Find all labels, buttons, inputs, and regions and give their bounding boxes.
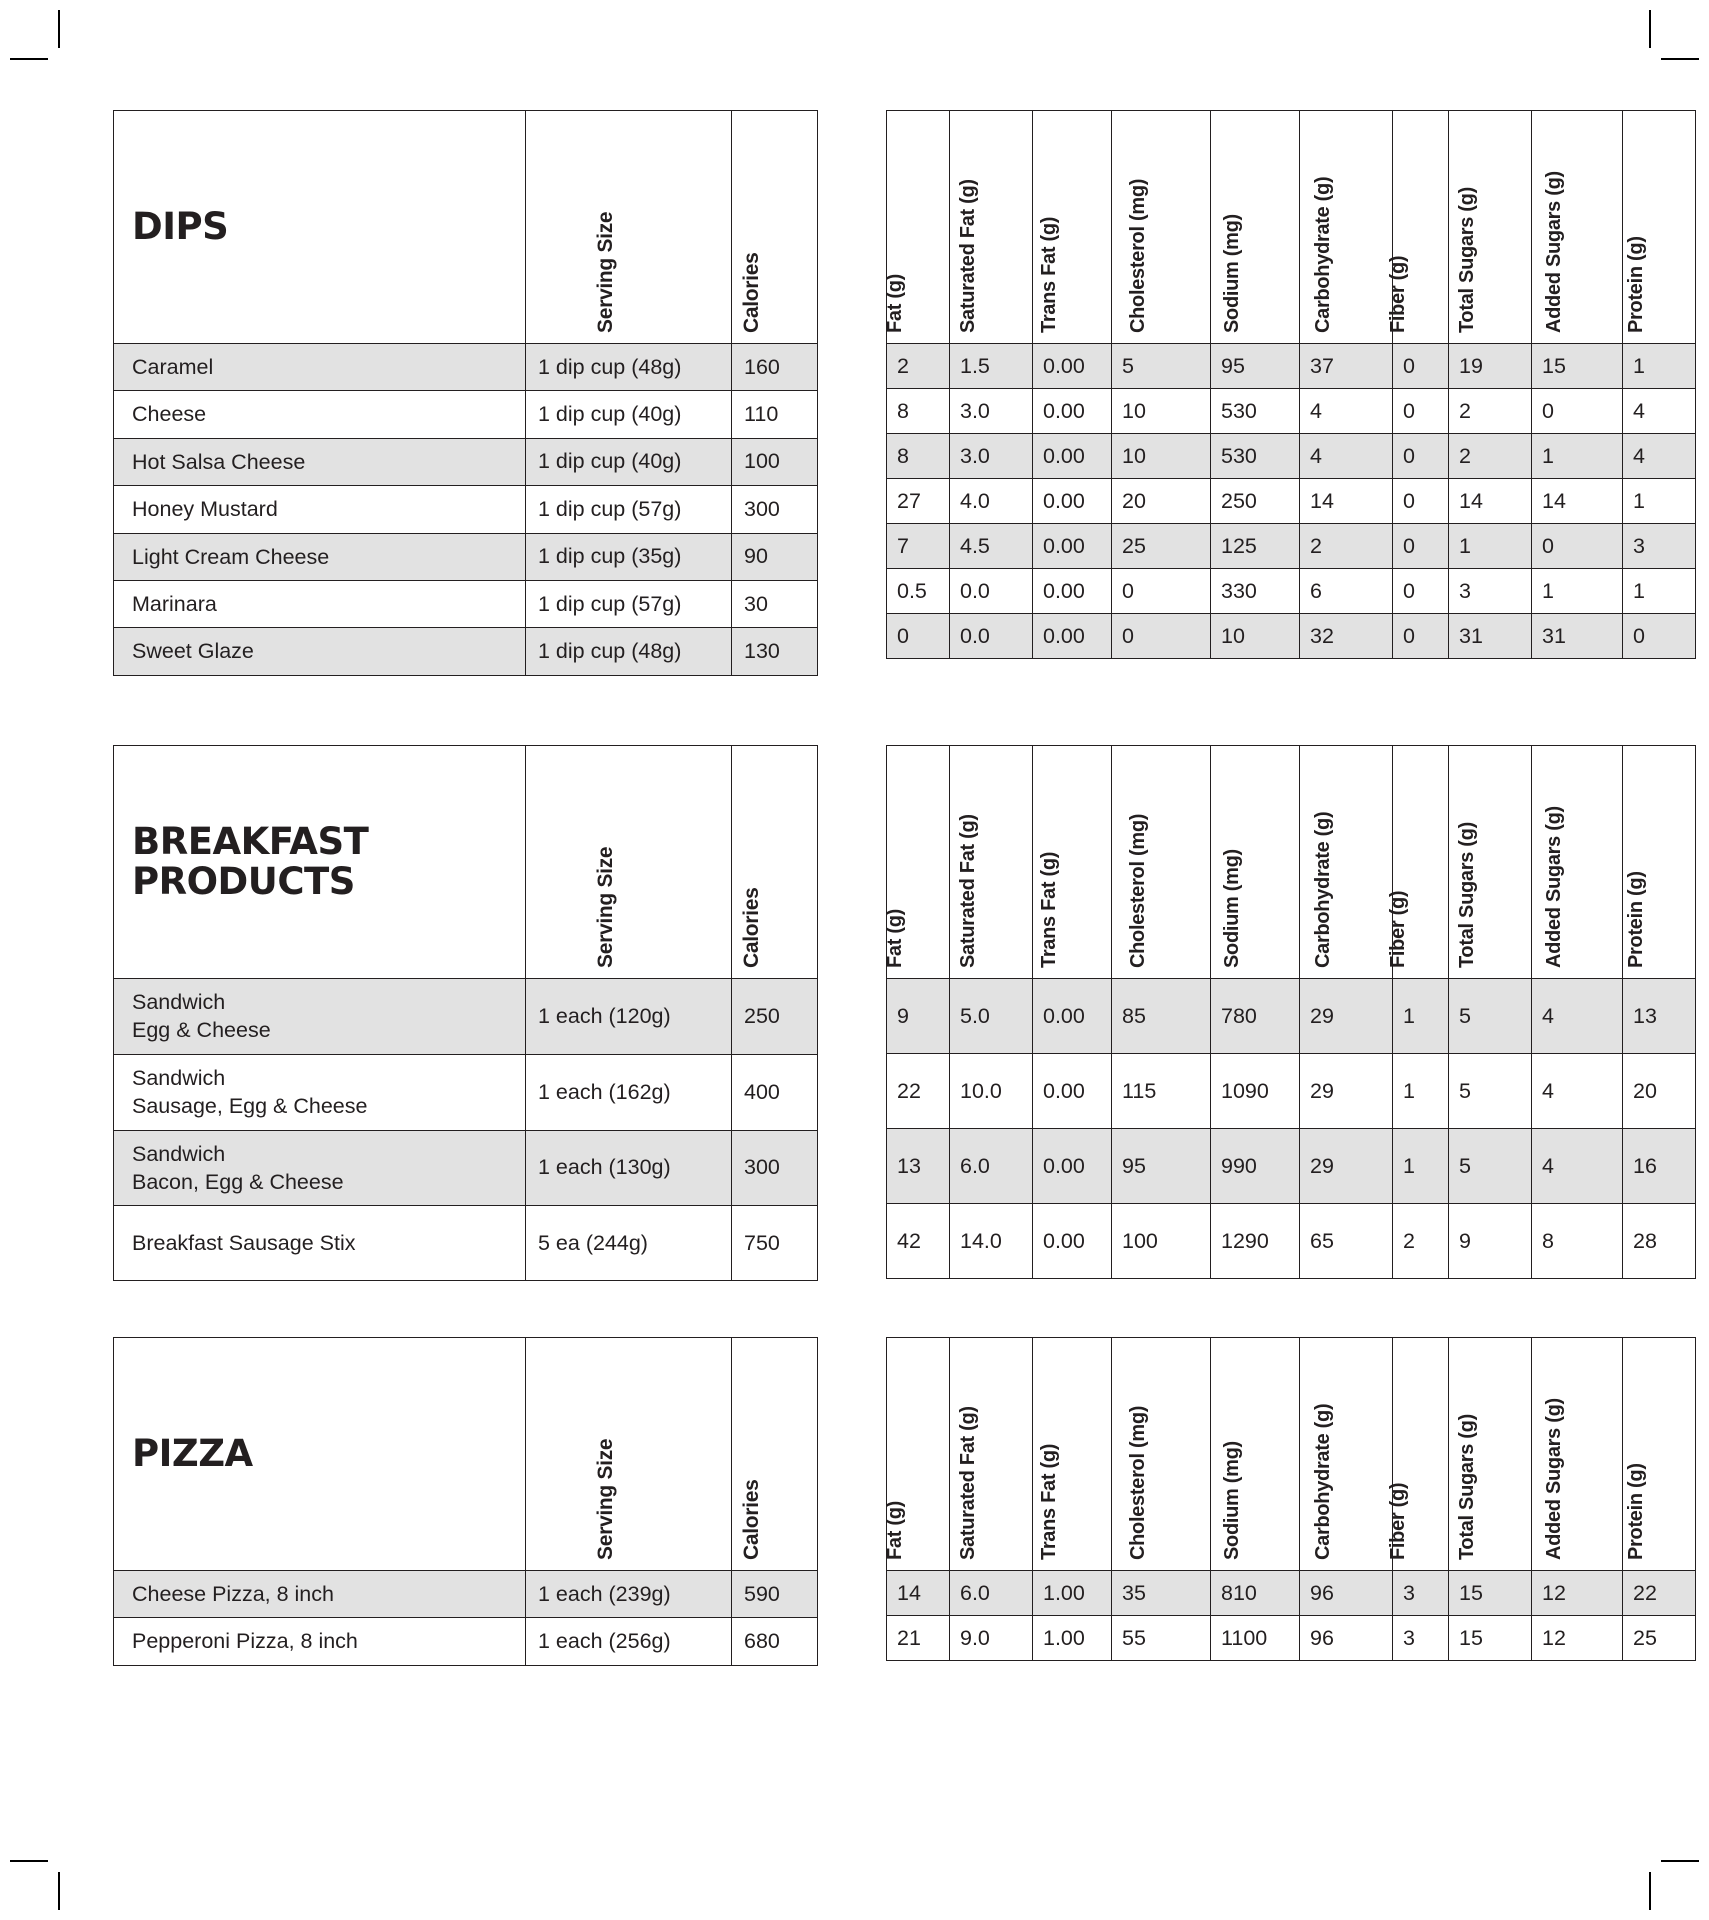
item-calories: 110: [732, 391, 818, 438]
nutrition-value: 22: [887, 1054, 950, 1129]
nutrition-value: 6.0: [950, 1571, 1033, 1616]
nutrition-value: 14.0: [950, 1204, 1033, 1279]
calories-header: [732, 111, 818, 344]
pizza-nutrition-table: [886, 1337, 1696, 1661]
crop-mark-bottom-left-v: [58, 1872, 60, 1910]
nutrition-header-label: Added Sugars (g): [1543, 806, 1565, 968]
nutrition-value: 15: [1532, 344, 1623, 389]
nutrition-value: 1: [1393, 1129, 1449, 1204]
nutrition-row: [887, 524, 1696, 569]
nutrition-header-fiber-g: [1386, 111, 1449, 344]
nutrition-header-label: Fiber (g): [1386, 890, 1409, 968]
nutrition-header-fiber-g: [1386, 746, 1449, 979]
nutrition-header-row: [887, 111, 1696, 344]
nutrition-header-trans-fat-g: [1033, 1338, 1112, 1571]
item-serving-size: 5 ea (244g): [526, 1206, 732, 1281]
nutrition-header-label: Saturated Fat (g): [957, 179, 979, 333]
nutrition-value: 14: [887, 1571, 950, 1616]
nutrition-value: 32: [1300, 614, 1393, 659]
item-name: Sandwich Sausage, Egg & Cheese: [114, 1054, 526, 1130]
nutrition-value: 1: [1623, 344, 1696, 389]
nutrition-header-label: Carbohydrate (g): [1312, 176, 1334, 333]
item-serving-size: 1 each (162g): [526, 1054, 732, 1130]
nutrition-value: 29: [1300, 979, 1393, 1054]
nutrition-header-label: Fiber (g): [1386, 255, 1409, 333]
nutrition-header-label: Protein (g): [1625, 1463, 1647, 1560]
crop-mark-top-right-v: [1649, 10, 1651, 48]
nutrition-value: 1.00: [1033, 1571, 1112, 1616]
nutrition-value: 0.00: [1033, 1054, 1112, 1129]
nutrition-header-label: Total Sugars (g): [1456, 1414, 1478, 1560]
nutrition-header-cholesterol-mg: [1112, 746, 1211, 979]
nutrition-value: 31: [1449, 614, 1532, 659]
nutrition-header-sodium-mg: [1211, 111, 1300, 344]
nutrition-value: 15: [1449, 1616, 1532, 1661]
nutrition-row: [887, 1129, 1696, 1204]
item-name: Sandwich Bacon, Egg & Cheese: [114, 1130, 526, 1206]
table-row: [114, 580, 818, 627]
serving-size-header: [526, 1338, 732, 1571]
nutrition-value: 100: [1112, 1204, 1211, 1279]
nutrition-value: 530: [1211, 389, 1300, 434]
nutrition-value: 0.0: [950, 614, 1033, 659]
item-name: Breakfast Sausage Stix: [114, 1206, 526, 1281]
nutrition-row: [887, 979, 1696, 1054]
nutrition-header-added-sugars-g: [1532, 111, 1623, 344]
nutrition-value: 0.00: [1033, 479, 1112, 524]
nutrition-value: 1: [1623, 479, 1696, 524]
nutrition-value: 27: [887, 479, 950, 524]
nutrition-value: 0.00: [1033, 434, 1112, 479]
table-row: [114, 438, 818, 485]
nutrition-value: 4.5: [950, 524, 1033, 569]
table-header-row: [114, 111, 818, 344]
nutrition-value: 4: [1300, 389, 1393, 434]
nutrition-value: 10: [1112, 434, 1211, 479]
nutrition-value: 15: [1449, 1571, 1532, 1616]
nutrition-value: 5: [1112, 344, 1211, 389]
item-calories: 130: [732, 628, 818, 675]
nutrition-value: 4: [1623, 389, 1696, 434]
nutrition-header-row: [887, 1338, 1696, 1571]
item-calories: 400: [732, 1054, 818, 1130]
nutrition-value: 14: [1532, 479, 1623, 524]
nutrition-value: 14: [1449, 479, 1532, 524]
nutrition-header-label: Trans Fat (g): [1038, 851, 1060, 968]
nutrition-value: 0: [887, 614, 950, 659]
nutrition-header-row: [887, 746, 1696, 979]
nutrition-value: 0: [1112, 614, 1211, 659]
nutrition-header-label: Cholesterol (mg): [1127, 813, 1149, 968]
nutrition-row: [887, 1616, 1696, 1661]
item-name: Hot Salsa Cheese: [114, 438, 526, 485]
nutrition-value: 10: [1112, 389, 1211, 434]
table-row: [114, 628, 818, 675]
item-name: Caramel: [114, 344, 526, 391]
table-row: [114, 533, 818, 580]
nutrition-value: 0.00: [1033, 1204, 1112, 1279]
nutrition-value: 990: [1211, 1129, 1300, 1204]
section-breakfast-products-left: [113, 745, 818, 1281]
item-name: Pepperoni Pizza, 8 inch: [114, 1618, 526, 1665]
item-name: Honey Mustard: [114, 486, 526, 533]
category-title-cell: [114, 746, 526, 979]
nutrition-value: 13: [887, 1129, 950, 1204]
nutrition-value: 4: [1532, 1129, 1623, 1204]
section-dips-nutrition: [886, 110, 1696, 659]
item-calories: 680: [732, 1618, 818, 1665]
nutrition-value: 1: [1393, 979, 1449, 1054]
nutrition-value: 1.5: [950, 344, 1033, 389]
nutrition-value: 85: [1112, 979, 1211, 1054]
nutrition-value: 1: [1449, 524, 1532, 569]
nutrition-value: 14: [1300, 479, 1393, 524]
nutrition-row: [887, 344, 1696, 389]
nutrition-value: 9: [1449, 1204, 1532, 1279]
item-serving-size: 1 dip cup (57g): [526, 486, 732, 533]
nutrition-header-label: Trans Fat (g): [1038, 1443, 1060, 1560]
dips-items-table: [113, 110, 818, 676]
nutrition-row: [887, 1054, 1696, 1129]
table-header-row: [114, 1338, 818, 1571]
nutrition-value: 0.00: [1033, 344, 1112, 389]
nutrition-value: 10.0: [950, 1054, 1033, 1129]
item-name: Light Cream Cheese: [114, 533, 526, 580]
nutrition-value: 8: [887, 389, 950, 434]
nutrition-value: 780: [1211, 979, 1300, 1054]
nutrition-header-label: Saturated Fat (g): [957, 814, 979, 968]
nutrition-value: 0.00: [1033, 979, 1112, 1054]
table-row: [114, 486, 818, 533]
nutrition-row: [887, 1571, 1696, 1616]
item-calories: 750: [732, 1206, 818, 1281]
nutrition-header-label: Protein (g): [1625, 871, 1647, 968]
crop-mark-bottom-right-h: [1661, 1860, 1699, 1862]
crop-mark-top-right-h: [1661, 58, 1699, 60]
nutrition-value: 35: [1112, 1571, 1211, 1616]
nutrition-value: 0: [1393, 569, 1449, 614]
nutrition-value: 96: [1300, 1571, 1393, 1616]
nutrition-value: 12: [1532, 1616, 1623, 1661]
nutrition-value: 28: [1623, 1204, 1696, 1279]
table-row: [114, 1130, 818, 1206]
nutrition-value: 250: [1211, 479, 1300, 524]
item-name: Sandwich Egg & Cheese: [114, 979, 526, 1055]
item-serving-size: 1 dip cup (40g): [526, 391, 732, 438]
nutrition-header-cholesterol-mg: [1112, 111, 1211, 344]
nutrition-value: 12: [1532, 1571, 1623, 1616]
nutrition-value: 95: [1112, 1129, 1211, 1204]
nutrition-value: 3.0: [950, 389, 1033, 434]
nutrition-value: 0: [1393, 389, 1449, 434]
nutrition-value: 1: [1623, 569, 1696, 614]
nutrition-value: 55: [1112, 1616, 1211, 1661]
table-header-row: [114, 746, 818, 979]
crop-mark-bottom-right-v: [1649, 1872, 1651, 1910]
item-calories: 90: [732, 533, 818, 580]
nutrition-header-label: Sodium (mg): [1221, 214, 1243, 333]
nutrition-header-fat-g: [884, 1338, 950, 1571]
nutrition-header-fiber-g: [1386, 1338, 1449, 1571]
table-row: [114, 1571, 818, 1618]
nutrition-value: 20: [1112, 479, 1211, 524]
nutrition-value: 0.5: [887, 569, 950, 614]
item-name: Cheese Pizza, 8 inch: [114, 1571, 526, 1618]
item-serving-size: 1 dip cup (57g): [526, 580, 732, 627]
table-row: [114, 1618, 818, 1665]
nutrition-value: 115: [1112, 1054, 1211, 1129]
nutrition-header-label: Cholesterol (mg): [1127, 1405, 1149, 1560]
nutrition-value: 3: [1623, 524, 1696, 569]
item-name: Sweet Glaze: [114, 628, 526, 675]
dips-nutrition-table: [886, 110, 1696, 659]
nutrition-value: 21: [887, 1616, 950, 1661]
category-title-cell: [114, 111, 526, 344]
nutrition-header-protein-g: [1623, 1338, 1696, 1571]
nutrition-header-label: Saturated Fat (g): [957, 1406, 979, 1560]
nutrition-value: 6.0: [950, 1129, 1033, 1204]
nutrition-header-protein-g: [1623, 746, 1696, 979]
item-calories: 300: [732, 1130, 818, 1206]
nutrition-value: 4: [1300, 434, 1393, 479]
nutrition-value: 0: [1393, 524, 1449, 569]
item-name: Cheese: [114, 391, 526, 438]
calories-label: Calories: [739, 1479, 763, 1560]
nutrition-value: 2: [1393, 1204, 1449, 1279]
nutrition-value: 4: [1623, 434, 1696, 479]
nutrition-header-label: Sodium (mg): [1221, 1441, 1243, 1560]
nutrition-value: 0: [1623, 614, 1696, 659]
nutrition-value: 2: [1449, 389, 1532, 434]
nutrition-value: 3: [1393, 1616, 1449, 1661]
nutrition-header-label: Total Sugars (g): [1456, 822, 1478, 968]
nutrition-header-label: Trans Fat (g): [1038, 216, 1060, 333]
nutrition-row: [887, 569, 1696, 614]
nutrition-value: 0: [1393, 479, 1449, 524]
item-serving-size: 1 each (239g): [526, 1571, 732, 1618]
nutrition-row: [887, 614, 1696, 659]
item-calories: 250: [732, 979, 818, 1055]
nutrition-value: 3: [1393, 1571, 1449, 1616]
crop-mark-top-left-h: [10, 58, 48, 60]
serving-size-label: Serving Size: [593, 846, 617, 968]
nutrition-value: 13: [1623, 979, 1696, 1054]
nutrition-value: 9: [887, 979, 950, 1054]
nutrition-header-total-sugars-g: [1449, 746, 1532, 979]
nutrition-value: 6: [1300, 569, 1393, 614]
item-calories: 30: [732, 580, 818, 627]
breakfast-products-nutrition-table: [886, 745, 1696, 1279]
nutrition-value: 530: [1211, 434, 1300, 479]
item-serving-size: 1 each (130g): [526, 1130, 732, 1206]
nutrition-value: 2: [1449, 434, 1532, 479]
nutrition-header-protein-g: [1623, 111, 1696, 344]
nutrition-value: 0.0: [950, 569, 1033, 614]
nutrition-value: 37: [1300, 344, 1393, 389]
nutrition-value: 3: [1449, 569, 1532, 614]
nutrition-header-label: Total Sugars (g): [1456, 187, 1478, 333]
table-row: [114, 1054, 818, 1130]
section-breakfast-products-nutrition: [886, 745, 1696, 1279]
item-calories: 590: [732, 1571, 818, 1618]
serving-size-header: [526, 746, 732, 979]
table-row: [114, 1206, 818, 1281]
nutrition-value: 25: [1623, 1616, 1696, 1661]
nutrition-header-carbohydrate-g: [1300, 746, 1393, 979]
serving-size-label: Serving Size: [593, 211, 617, 333]
item-serving-size: 1 each (120g): [526, 979, 732, 1055]
nutrition-header-saturated-fat-g: [950, 111, 1033, 344]
nutrition-value: 22: [1623, 1571, 1696, 1616]
serving-size-label: Serving Size: [593, 1438, 617, 1560]
nutrition-row: [887, 479, 1696, 524]
nutrition-value: 95: [1211, 344, 1300, 389]
nutrition-value: 5: [1449, 1054, 1532, 1129]
nutrition-value: 4: [1532, 979, 1623, 1054]
nutrition-value: 65: [1300, 1204, 1393, 1279]
nutrition-header-label: Cholesterol (mg): [1127, 178, 1149, 333]
item-serving-size: 1 dip cup (48g): [526, 628, 732, 675]
nutrition-value: 8: [887, 434, 950, 479]
nutrition-value: 0.00: [1033, 524, 1112, 569]
nutrition-value: 7: [887, 524, 950, 569]
nutrition-value: 1: [1532, 434, 1623, 479]
nutrition-value: 2: [1300, 524, 1393, 569]
nutrition-value: 96: [1300, 1616, 1393, 1661]
nutrition-header-label: Fat (g): [884, 909, 906, 968]
nutrition-value: 0.00: [1033, 1129, 1112, 1204]
nutrition-header-label: Fat (g): [884, 1501, 906, 1560]
nutrition-value: 1.00: [1033, 1616, 1112, 1661]
nutrition-value: 0: [1112, 569, 1211, 614]
nutrition-row: [887, 389, 1696, 434]
calories-header: [732, 1338, 818, 1571]
nutrition-header-saturated-fat-g: [950, 746, 1033, 979]
nutrition-header-total-sugars-g: [1449, 1338, 1532, 1571]
nutrition-value: 0: [1532, 524, 1623, 569]
nutrition-header-added-sugars-g: [1532, 1338, 1623, 1571]
nutrition-value: 0: [1393, 344, 1449, 389]
nutrition-row: [887, 434, 1696, 479]
nutrition-value: 1: [1532, 569, 1623, 614]
nutrition-value: 8: [1532, 1204, 1623, 1279]
item-calories: 100: [732, 438, 818, 485]
page-title-pizza: PIZZA: [132, 1432, 253, 1476]
category-title-cell: [114, 1338, 526, 1571]
item-calories: 300: [732, 486, 818, 533]
nutrition-header-total-sugars-g: [1449, 111, 1532, 344]
nutrition-header-carbohydrate-g: [1300, 111, 1393, 344]
nutrition-value: 0.00: [1033, 614, 1112, 659]
nutrition-value: 20: [1623, 1054, 1696, 1129]
nutrition-header-cholesterol-mg: [1112, 1338, 1211, 1571]
nutrition-value: 31: [1532, 614, 1623, 659]
nutrition-header-label: Fat (g): [884, 274, 906, 333]
nutrition-value: 29: [1300, 1054, 1393, 1129]
nutrition-value: 0: [1393, 614, 1449, 659]
nutrition-value: 5: [1449, 979, 1532, 1054]
nutrition-value: 16: [1623, 1129, 1696, 1204]
table-row: [114, 344, 818, 391]
section-dips-left: [113, 110, 818, 676]
nutrition-value: 1290: [1211, 1204, 1300, 1279]
serving-size-header: [526, 111, 732, 344]
item-serving-size: 1 each (256g): [526, 1618, 732, 1665]
nutrition-header-label: Carbohydrate (g): [1312, 811, 1334, 968]
item-serving-size: 1 dip cup (35g): [526, 533, 732, 580]
calories-label: Calories: [739, 887, 763, 968]
nutrition-header-label: Added Sugars (g): [1543, 1398, 1565, 1560]
nutrition-value: 4.0: [950, 479, 1033, 524]
nutrition-value: 330: [1211, 569, 1300, 614]
crop-mark-bottom-left-h: [10, 1860, 48, 1862]
nutrition-header-sodium-mg: [1211, 746, 1300, 979]
nutrition-header-fat-g: [884, 111, 950, 344]
pizza-items-table: [113, 1337, 818, 1666]
nutrition-value: 2: [887, 344, 950, 389]
nutrition-value: 42: [887, 1204, 950, 1279]
nutrition-value: 1100: [1211, 1616, 1300, 1661]
item-serving-size: 1 dip cup (48g): [526, 344, 732, 391]
nutrition-value: 0.00: [1033, 569, 1112, 614]
section-pizza-nutrition: [886, 1337, 1696, 1661]
nutrition-value: 10: [1211, 614, 1300, 659]
nutrition-header-sodium-mg: [1211, 1338, 1300, 1571]
item-serving-size: 1 dip cup (40g): [526, 438, 732, 485]
page-title-breakfast-products: BREAKFAST PRODUCTS: [132, 820, 369, 903]
crop-mark-top-left-v: [58, 10, 60, 48]
nutrition-header-trans-fat-g: [1033, 111, 1112, 344]
nutrition-value: 1: [1393, 1054, 1449, 1129]
nutrition-header-added-sugars-g: [1532, 746, 1623, 979]
item-calories: 160: [732, 344, 818, 391]
nutrition-value: 0: [1532, 389, 1623, 434]
nutrition-value: 25: [1112, 524, 1211, 569]
item-name: Marinara: [114, 580, 526, 627]
calories-label: Calories: [739, 252, 763, 333]
calories-header: [732, 746, 818, 979]
nutrition-header-carbohydrate-g: [1300, 1338, 1393, 1571]
nutrition-value: 5: [1449, 1129, 1532, 1204]
nutrition-row: [887, 1204, 1696, 1279]
nutrition-header-label: Sodium (mg): [1221, 849, 1243, 968]
page-title-dips: DIPS: [132, 205, 229, 249]
nutrition-header-label: Added Sugars (g): [1543, 171, 1565, 333]
nutrition-header-label: Protein (g): [1625, 236, 1647, 333]
nutrition-header-saturated-fat-g: [950, 1338, 1033, 1571]
nutrition-header-label: Fiber (g): [1386, 1482, 1409, 1560]
nutrition-value: 1090: [1211, 1054, 1300, 1129]
nutrition-value: 29: [1300, 1129, 1393, 1204]
nutrition-value: 0: [1393, 434, 1449, 479]
nutrition-header-label: Carbohydrate (g): [1312, 1403, 1334, 1560]
nutrition-value: 0.00: [1033, 389, 1112, 434]
nutrition-header-fat-g: [884, 746, 950, 979]
table-row: [114, 979, 818, 1055]
nutrition-value: 3.0: [950, 434, 1033, 479]
nutrition-value: 125: [1211, 524, 1300, 569]
nutrition-value: 4: [1532, 1054, 1623, 1129]
nutrition-value: 5.0: [950, 979, 1033, 1054]
breakfast-products-items-table: [113, 745, 818, 1281]
table-row: [114, 391, 818, 438]
nutrition-value: 19: [1449, 344, 1532, 389]
section-pizza-left: [113, 1337, 818, 1666]
nutrition-value: 9.0: [950, 1616, 1033, 1661]
nutrition-value: 810: [1211, 1571, 1300, 1616]
nutrition-header-trans-fat-g: [1033, 746, 1112, 979]
